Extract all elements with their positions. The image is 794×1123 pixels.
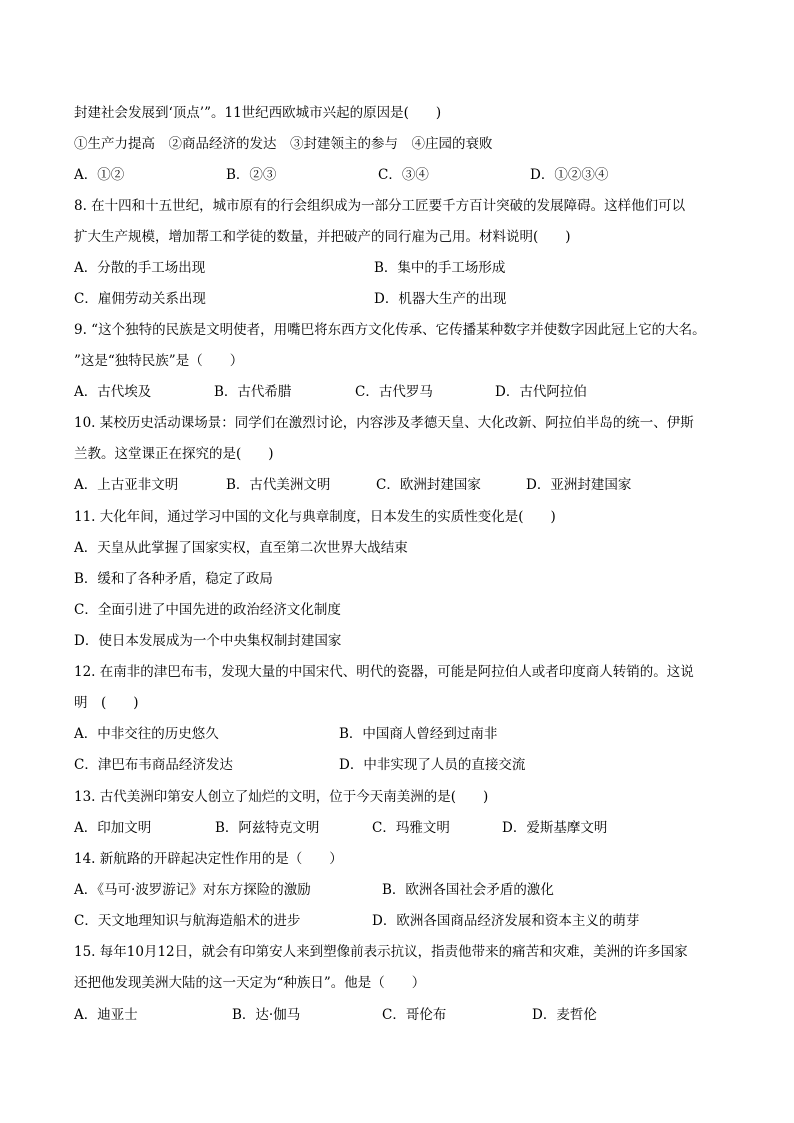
q11-line1: 11. 大化年间，通过学习中国的文化与典章制度，日本发生的实质性变化是( ) [74, 509, 556, 525]
q7-items: ①生产力提高 ②商品经济的发达 ③封建领主的参与 ④庄园的衰败 [74, 136, 493, 152]
q7-stem-tail: 封建社会发展到‘顶点’”。11世纪西欧城市兴起的原因是( ) [74, 105, 442, 121]
q13-option-a: A．印加文明 [74, 820, 152, 836]
q11-option-a: A．天皇从此掌握了国家实权，直至第二次世界大战结束 [74, 540, 408, 556]
q9-option-a: A．古代埃及 [74, 384, 152, 400]
q9-option-c: C．古代罗马 [355, 384, 433, 400]
q9-option-b: B．古代希腊 [214, 384, 292, 400]
q8-line1: 8. 在十四和十五世纪，城市原有的行会组织成为一部分工匠要千方百计突破的发展障碍。这样他们可以 [74, 198, 686, 214]
q14-option-a: A．《马可·波罗游记》对东方探险的激励 [74, 882, 311, 898]
q10-option-b: B．古代美洲文明 [226, 477, 331, 493]
q15-option-b: B．达·伽马 [232, 1007, 301, 1023]
q8-line2: 扩大生产规模，增加帮工和学徒的数量，并把破产的同行雇为己用。材料说明( ) [74, 229, 571, 245]
q12-option-b: B．中国商人曾经到过南非 [339, 726, 498, 742]
q13-option-c: C．玛雅文明 [372, 820, 450, 836]
q15-line2: 还把他发现美洲大陆的这一天定为“种族日”。他是（ ） [74, 975, 426, 991]
q15-option-d: D．麦哲伦 [532, 1007, 597, 1023]
q12-option-c: C．津巴布韦商品经济发达 [74, 757, 233, 773]
q7-option-d: D．①②③④ [530, 167, 609, 183]
q7-option-c: C．③④ [378, 167, 429, 183]
q7-option-a: A．①② [74, 167, 125, 183]
q8-option-d: D．机器大生产的出现 [374, 291, 507, 307]
q8-option-b: B．集中的手工场形成 [374, 260, 506, 276]
q10-line2: 兰教。这堂课正在探究的是( ) [74, 446, 274, 462]
q14-option-c: C．天文地理知识与航海造船术的进步 [74, 913, 301, 929]
q8-option-a: A．分散的手工场出现 [74, 260, 206, 276]
q7-option-b: B．②③ [226, 167, 277, 183]
q12-line1: 12. 在南非的津巴布韦，发现大量的中国宋代、明代的瓷器，可能是阿拉伯人或者印度商人转销的。这说 [74, 664, 694, 680]
q10-option-c: C．欧洲封建国家 [376, 477, 481, 493]
q12-option-a: A．中非交往的历史悠久 [74, 726, 219, 742]
q14-option-b: B．欧洲各国社会矛盾的激化 [382, 882, 554, 898]
q11-option-c: C．全面引进了中国先进的政治经济文化制度 [74, 602, 341, 618]
q12-option-d: D．中非实现了人员的直接交流 [339, 757, 526, 773]
q10-option-d: D．亚洲封建国家 [526, 477, 632, 493]
q15-option-c: C．哥伦布 [382, 1007, 447, 1023]
q9-line2: ”这是“独特民族”是（ ） [74, 353, 244, 369]
q9-option-d: D．古代阿拉伯 [495, 384, 587, 400]
q14-line1: 14. 新航路的开辟起决定性作用的是（ ） [74, 851, 343, 867]
q14-option-d: D．欧洲各国商品经济发展和资本主义的萌芽 [372, 913, 640, 929]
q12-line2: 明 ( ) [74, 695, 139, 711]
q10-line1: 10. 某校历史活动课场景：同学们在激烈讨论，内容涉及孝德天皇、大化改新、阿拉伯半岛的统一、伊斯 [74, 415, 694, 431]
q15-option-a: A．迪亚士 [74, 1007, 138, 1023]
q13-line1: 13. 古代美洲印第安人创立了灿烂的文明，位于今天南美洲的是( ) [74, 789, 489, 805]
q9-line1: 9. “这个独特的民族是文明使者，用嘴巴将东西方文化传承、它传播某种数字并使数字因此冠上它的大名。 [74, 322, 706, 338]
q13-option-d: D．爱斯基摩文明 [502, 820, 608, 836]
q8-option-c: C．雇佣劳动关系出现 [74, 291, 206, 307]
q13-option-b: B．阿兹特克文明 [215, 820, 320, 836]
q11-option-b: B．缓和了各种矛盾，稳定了政局 [74, 571, 273, 587]
q10-option-a: A．上古亚非文明 [74, 477, 179, 493]
q15-line1: 15. 每年10月12日，就会有印第安人来到塑像前表示抗议，指责他带来的痛苦和灾难，美洲的许多国家 [74, 944, 688, 960]
q11-option-d: D．使日本发展成为一个中央集权制封建国家 [74, 633, 342, 649]
